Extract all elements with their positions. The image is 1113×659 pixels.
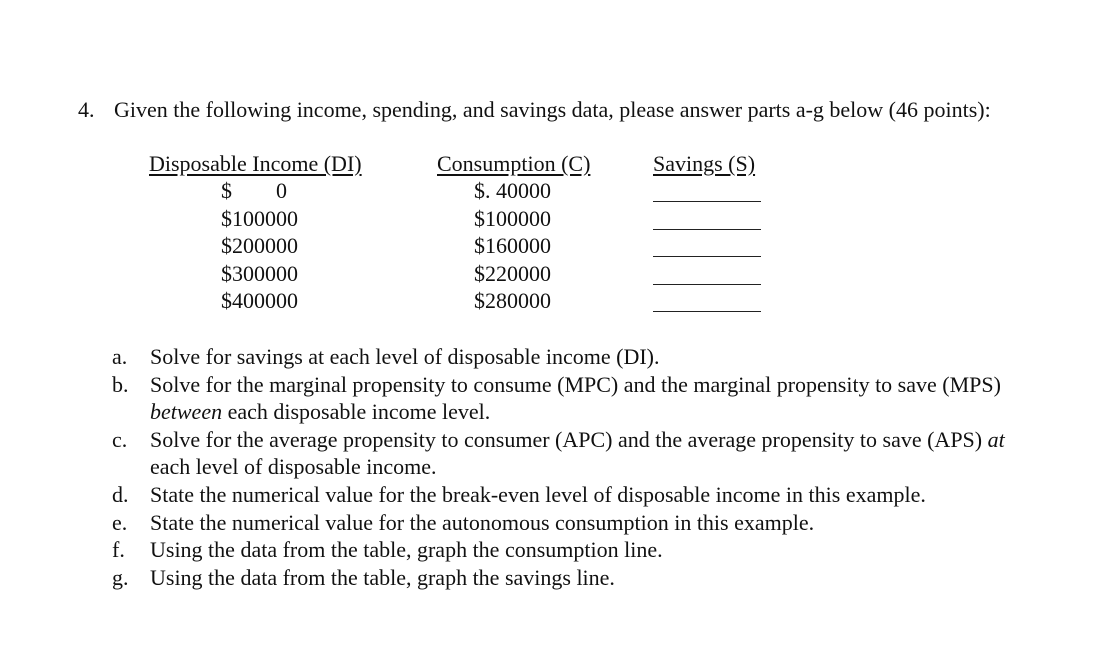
part-text-segment: Solve for the average propensity to consumer (APC) and the average propensity to save (APS) bbox=[150, 426, 988, 452]
list-item bbox=[0, 509, 1020, 537]
table-row bbox=[0, 205, 1113, 233]
savings-blank-line bbox=[653, 311, 761, 312]
cell-consumption: $. 40000 bbox=[474, 178, 551, 203]
list-item bbox=[0, 536, 1020, 564]
list-item bbox=[0, 371, 1020, 426]
savings-blank-line bbox=[653, 284, 761, 285]
part-text bbox=[150, 372, 1001, 425]
cell-disposable-income: $ 0 bbox=[221, 178, 287, 203]
savings-blank-line bbox=[653, 256, 761, 257]
part-text bbox=[150, 344, 660, 369]
part-text-segment: each disposable income level. bbox=[222, 399, 491, 425]
part-text bbox=[150, 482, 926, 507]
part-text bbox=[150, 565, 615, 590]
list-item bbox=[0, 426, 1020, 481]
part-text-segment: State the numerical value for the autonomous consumption in this example. bbox=[150, 509, 815, 535]
part-text-segment: Using the data from the table, graph the savings line. bbox=[150, 564, 615, 590]
part-text-emphasis: between bbox=[150, 399, 223, 425]
savings-blank-line bbox=[653, 229, 761, 230]
part-text-segment: Using the data from the table, graph the consumption line. bbox=[150, 537, 663, 563]
part-letter: d. bbox=[112, 481, 129, 507]
cell-disposable-income: $200000 bbox=[221, 233, 298, 259]
part-text bbox=[150, 427, 1005, 480]
cell-disposable-income: $100000 bbox=[221, 205, 298, 231]
table-row bbox=[0, 287, 1113, 315]
cell-consumption: $280000 bbox=[474, 288, 551, 314]
part-letter: e. bbox=[112, 509, 128, 535]
part-text bbox=[150, 537, 663, 562]
part-letter: b. bbox=[112, 371, 129, 397]
header-consumption: Consumption (C) bbox=[437, 151, 591, 176]
part-text-segment: each level of disposable income. bbox=[150, 454, 437, 480]
question-parts-list bbox=[0, 343, 1113, 591]
list-item bbox=[0, 343, 1020, 371]
list-item bbox=[0, 481, 1020, 509]
cell-consumption: $100000 bbox=[474, 205, 551, 231]
part-text-segment: State the numerical value for the break-even level of disposable income in this example. bbox=[150, 481, 926, 507]
cell-disposable-income: $300000 bbox=[221, 260, 298, 286]
cell-consumption: $220000 bbox=[474, 260, 551, 286]
table-row bbox=[0, 177, 1113, 205]
list-item bbox=[0, 564, 1020, 592]
part-text-emphasis: at bbox=[987, 426, 1005, 452]
part-letter: f. bbox=[112, 537, 125, 563]
header-disposable-income: Disposable Income (DI) bbox=[149, 151, 362, 176]
savings-blank-line bbox=[653, 201, 761, 202]
part-letter: g. bbox=[112, 564, 129, 590]
table-rows bbox=[0, 177, 1113, 315]
cell-consumption: $160000 bbox=[474, 233, 551, 259]
question-number: 4. bbox=[78, 97, 95, 122]
header-savings: Savings (S) bbox=[653, 151, 756, 176]
part-letter: c. bbox=[112, 426, 128, 452]
part-letter: a. bbox=[112, 344, 128, 369]
table-row bbox=[0, 260, 1113, 288]
table-row bbox=[0, 232, 1113, 260]
cell-disposable-income: $400000 bbox=[221, 288, 298, 314]
part-text-segment: Solve for savings at each level of disposable income (DI). bbox=[150, 344, 660, 369]
part-text-segment: Solve for the marginal propensity to consume (MPC) and the marginal propensity to save (MPS) bbox=[150, 371, 1001, 397]
part-text bbox=[150, 510, 814, 535]
question-text: Given the following income, spending, and savings data, please answer parts a-g below (46 points): bbox=[114, 97, 991, 122]
